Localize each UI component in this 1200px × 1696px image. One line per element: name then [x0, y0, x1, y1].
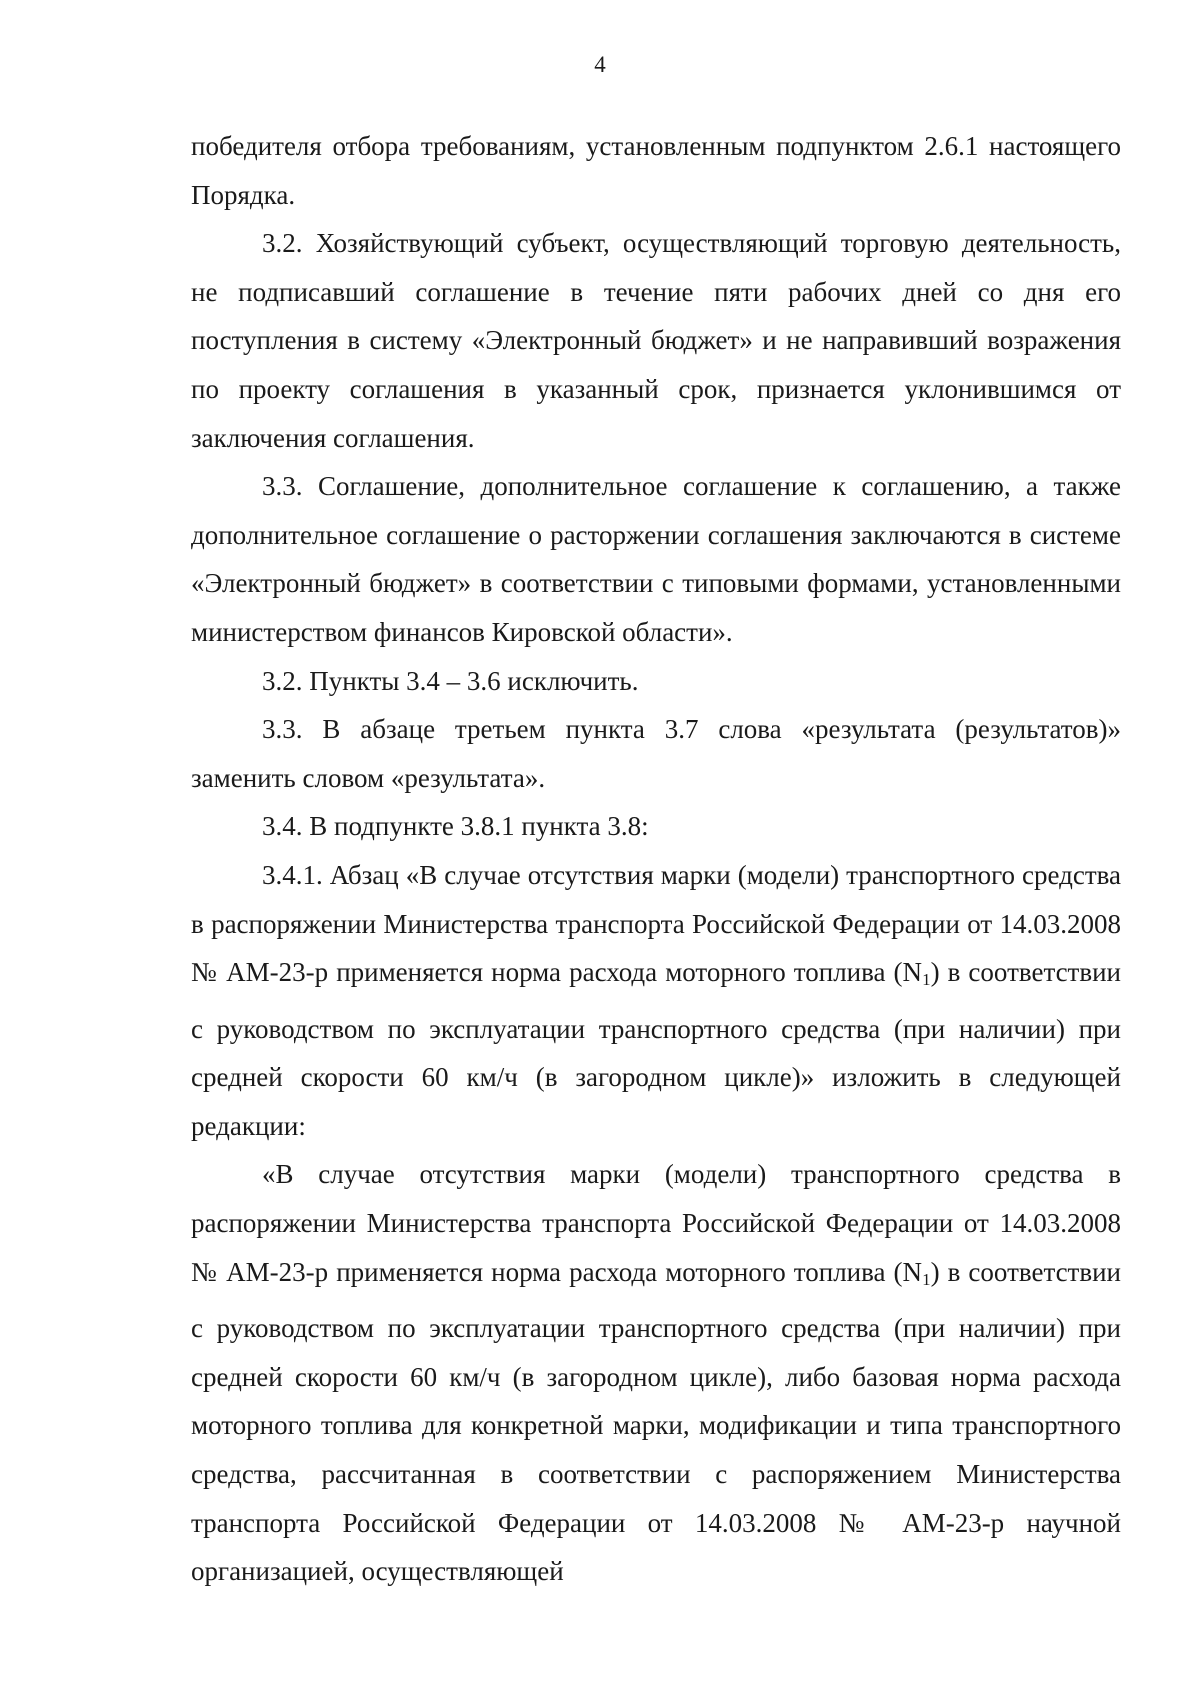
document-body [191, 122, 1121, 1596]
page-number: 4 [594, 52, 606, 77]
paragraph-3-4-1-old-text [191, 851, 1121, 1151]
subscript-index: 1 [922, 1269, 931, 1289]
paragraph-text-part: «В случае отсутствия марки (модели) транспортного средства в распоряжении Министерства транспорта Российской Федерации от 14.03.2008 № АМ-23-р применяется норма расхода моторного топлива (N [191, 1159, 1121, 1287]
paragraph-3-3-agreement: 3.3. Соглашение, дополнительное соглашение к соглашению, а также дополнительное соглашение о расторжении соглашения заключаются в системе «Электронный бюджет» в соответствии с типовыми формами, установленными министерством финансов Кировской области». [191, 471, 1121, 647]
paragraph-3-2-exclude: 3.2. Пункты 3.4 – 3.6 исключить. [262, 665, 639, 696]
paragraph-text-part: ) в соответствии с руководством по эксплуатации транспортного средства (при наличии) при средней скорости 60 км/ч (в загородном цикле), либо базовая норма расхода моторного топлива для конкретной марки, модификации и типа транспортного средства, рассчитанная в соответствии с распоряжением Министерства транспорта Российской Федерации от 14.03.2008 № АМ-23-р научной организацией, осуществляющей [191, 1256, 1121, 1587]
subscript-index: 1 [922, 970, 931, 990]
paragraph-text-part: ) в соответствии с руководством по эксплуатации транспортного средства (при наличии) при средней скорости 60 км/ч (в загородном цикле)» изложить в следующей редакции: [191, 957, 1121, 1141]
paragraph-3-2-evasion: 3.2. Хозяйствующий субъект, осуществляющий торговую деятельность, не подписавший соглашение в течение пяти рабочих дней со дня его поступления в систему «Электронный бюджет» и не направивший возражения по проекту соглашения в указанный срок, признается уклонившимся от заключения соглашения. [191, 228, 1121, 453]
paragraph-continuation: победителя отбора требованиям, установленным подпунктом 2.6.1 настоящего Порядка. [191, 131, 1121, 210]
paragraph-3-4-subpoint: 3.4. В подпункте 3.8.1 пункта 3.8: [262, 811, 649, 842]
paragraph-text-part: 3.4.1. Абзац «В случае отсутствия марки (модели) транспортного средства в распоряжении Министерства транспорта Российской Федерации от 14.03.2008 № АМ-23-р применяется норма расхода моторного топлива (N [191, 859, 1121, 988]
paragraph-new-wording [191, 1150, 1121, 1595]
paragraph-3-3-replace: 3.3. В абзаце третьем пункта 3.7 слова «результата (результатов)» заменить словом «результата». [191, 714, 1121, 793]
